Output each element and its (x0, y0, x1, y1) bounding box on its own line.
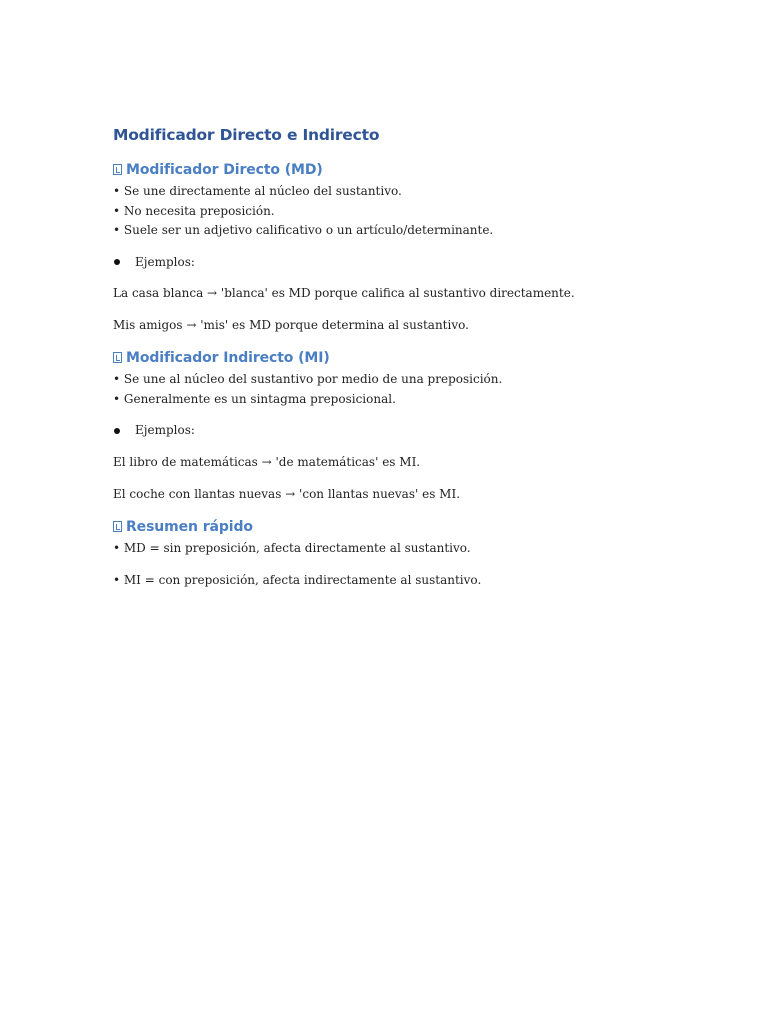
mi-examples-label-row (113, 421, 673, 441)
document-title: Modificador Directo e Indirecto (113, 126, 380, 144)
md-rule-3: • Suele ser un adjetivo calificativo o un artículo/determinante. (113, 223, 494, 237)
summary-md: • MD = sin preposición, afecta directamente al sustantivo. (113, 540, 471, 555)
section-heading-resumen (113, 517, 673, 537)
md-examples-label-row (113, 253, 673, 273)
mi-examples-label: Ejemplos: (135, 423, 195, 437)
md-examples-label: Ejemplos: (135, 254, 195, 269)
section-heading-resumen-text: Resumen rápido (126, 518, 253, 535)
checkbox-icon (113, 352, 122, 363)
section-heading-md (113, 160, 673, 180)
mi-example-1: El libro de matemáticas → 'de matemáticas' es MI. (113, 454, 421, 469)
mi-example-2: El coche con llantas nuevas → 'con llantas nuevas' es MI. (113, 486, 461, 501)
mi-rule-2: • Generalmente es un sintagma preposicional. (113, 391, 396, 406)
section-modificador-directo (113, 160, 673, 336)
md-example-1: La casa blanca → 'blanca' es MD porque califica al sustantivo directamente. (113, 286, 575, 300)
document-content (113, 124, 673, 603)
md-rule-2: • No necesita preposición. (113, 203, 275, 218)
section-heading-mi-text: Modificador Indirecto (MI) (126, 350, 330, 366)
bullet-icon (114, 428, 120, 434)
checkbox-icon (113, 521, 122, 532)
summary-mi: • MI = con preposición, afecta indirectamente al sustantivo. (113, 572, 482, 587)
md-example-2: Mis amigos → 'mis' es MD porque determina al sustantivo. (113, 318, 469, 332)
section-heading-mi (113, 348, 673, 368)
bullet-icon (114, 259, 120, 265)
section-resumen (113, 517, 673, 591)
section-heading-md-text: Modificador Directo (MD) (126, 162, 323, 178)
checkbox-icon (113, 164, 122, 175)
md-rule-1: • Se une directamente al núcleo del sustantivo. (113, 184, 402, 198)
section-modificador-indirecto (113, 348, 673, 504)
mi-rule-1: • Se une al núcleo del sustantivo por medio de una preposición. (113, 372, 503, 386)
